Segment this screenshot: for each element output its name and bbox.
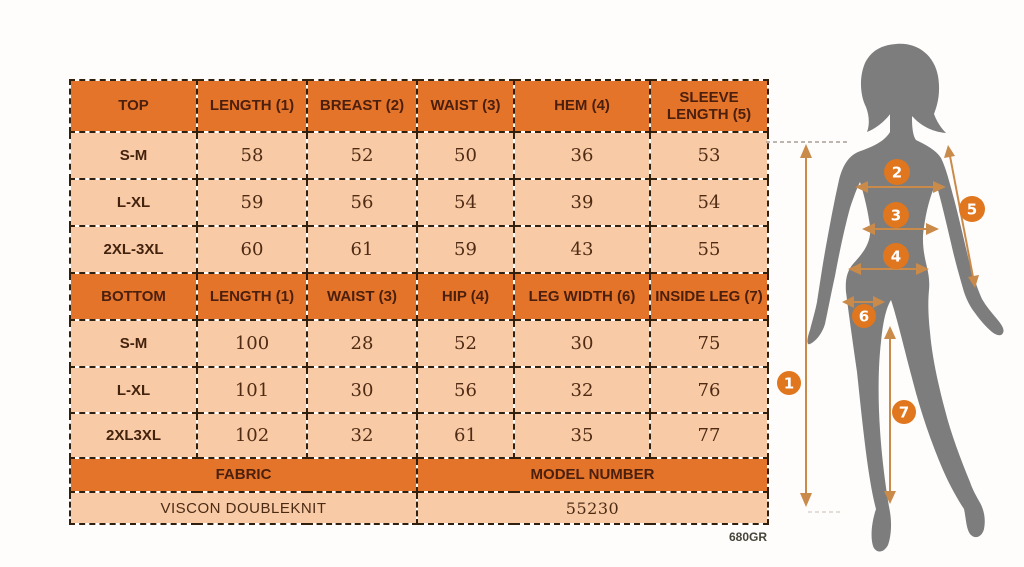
size-label: 2XL-3XL <box>70 226 197 273</box>
top-header-cell: WAIST (3) <box>417 80 514 132</box>
fabric-value-cell: VISCON DOUBLEKNIT <box>70 492 417 524</box>
model-number-value-cell: 55230 <box>417 492 768 524</box>
value-cell: 30 <box>307 367 417 413</box>
fabric-header-cell: FABRIC <box>70 458 417 492</box>
value-cell: 59 <box>417 226 514 273</box>
value-cell: 77 <box>650 413 768 458</box>
value-cell: 35 <box>514 413 650 458</box>
length-arrow <box>800 144 812 507</box>
value-cell: 100 <box>197 320 307 367</box>
size-label: L-XL <box>70 367 197 413</box>
value-cell: 76 <box>650 367 768 413</box>
bottom-header-cell: LENGTH (1) <box>197 273 307 320</box>
value-cell: 52 <box>307 132 417 179</box>
size-label: S-M <box>70 320 197 367</box>
bottom-header-cell: HIP (4) <box>417 273 514 320</box>
value-cell: 54 <box>650 179 768 226</box>
value-cell: 39 <box>514 179 650 226</box>
value-cell: 28 <box>307 320 417 367</box>
value-cell: 59 <box>197 179 307 226</box>
svg-text:1: 1 <box>783 374 795 393</box>
top-header-cell: BREAST (2) <box>307 80 417 132</box>
value-cell: 58 <box>197 132 307 179</box>
value-cell: 56 <box>417 367 514 413</box>
weight-footnote: 680GR <box>728 530 767 544</box>
svg-text:2: 2 <box>891 163 903 182</box>
top-header-cell: TOP <box>70 80 197 132</box>
size-label: 2XL3XL <box>70 413 197 458</box>
value-cell: 53 <box>650 132 768 179</box>
female-body-silhouette <box>807 44 1003 552</box>
marker-4 <box>883 243 909 269</box>
top-header-cell: HEM (4) <box>514 80 650 132</box>
marker-5 <box>959 196 985 222</box>
marker-6 <box>852 304 876 328</box>
value-cell: 61 <box>417 413 514 458</box>
value-cell: 56 <box>307 179 417 226</box>
value-cell: 75 <box>650 320 768 367</box>
value-cell: 30 <box>514 320 650 367</box>
value-cell: 54 <box>417 179 514 226</box>
svg-text:3: 3 <box>890 206 902 225</box>
value-cell: 50 <box>417 132 514 179</box>
value-cell: 102 <box>197 413 307 458</box>
size-label: L-XL <box>70 179 197 226</box>
top-header-cell: SLEEVE LENGTH (5) <box>650 80 768 132</box>
value-cell: 101 <box>197 367 307 413</box>
marker-3 <box>883 202 909 228</box>
svg-text:4: 4 <box>890 247 902 266</box>
svg-text:7: 7 <box>898 403 910 422</box>
value-cell: 55 <box>650 226 768 273</box>
value-cell: 32 <box>307 413 417 458</box>
value-cell: 60 <box>197 226 307 273</box>
svg-text:5: 5 <box>966 200 978 219</box>
value-cell: 32 <box>514 367 650 413</box>
size-label: S-M <box>70 132 197 179</box>
bottom-header-cell: INSIDE LEG (7) <box>650 273 768 320</box>
value-cell: 61 <box>307 226 417 273</box>
model-number-header-cell: MODEL NUMBER <box>417 458 768 492</box>
bottom-header-cell: WAIST (3) <box>307 273 417 320</box>
bottom-header-cell: LEG WIDTH (6) <box>514 273 650 320</box>
marker-1 <box>777 371 801 395</box>
value-cell: 43 <box>514 226 650 273</box>
value-cell: 36 <box>514 132 650 179</box>
value-cell: 52 <box>417 320 514 367</box>
bottom-header-cell: BOTTOM <box>70 273 197 320</box>
marker-2 <box>884 159 910 185</box>
svg-text:6: 6 <box>858 307 870 326</box>
marker-7 <box>892 400 916 424</box>
top-header-cell: LENGTH (1) <box>197 80 307 132</box>
